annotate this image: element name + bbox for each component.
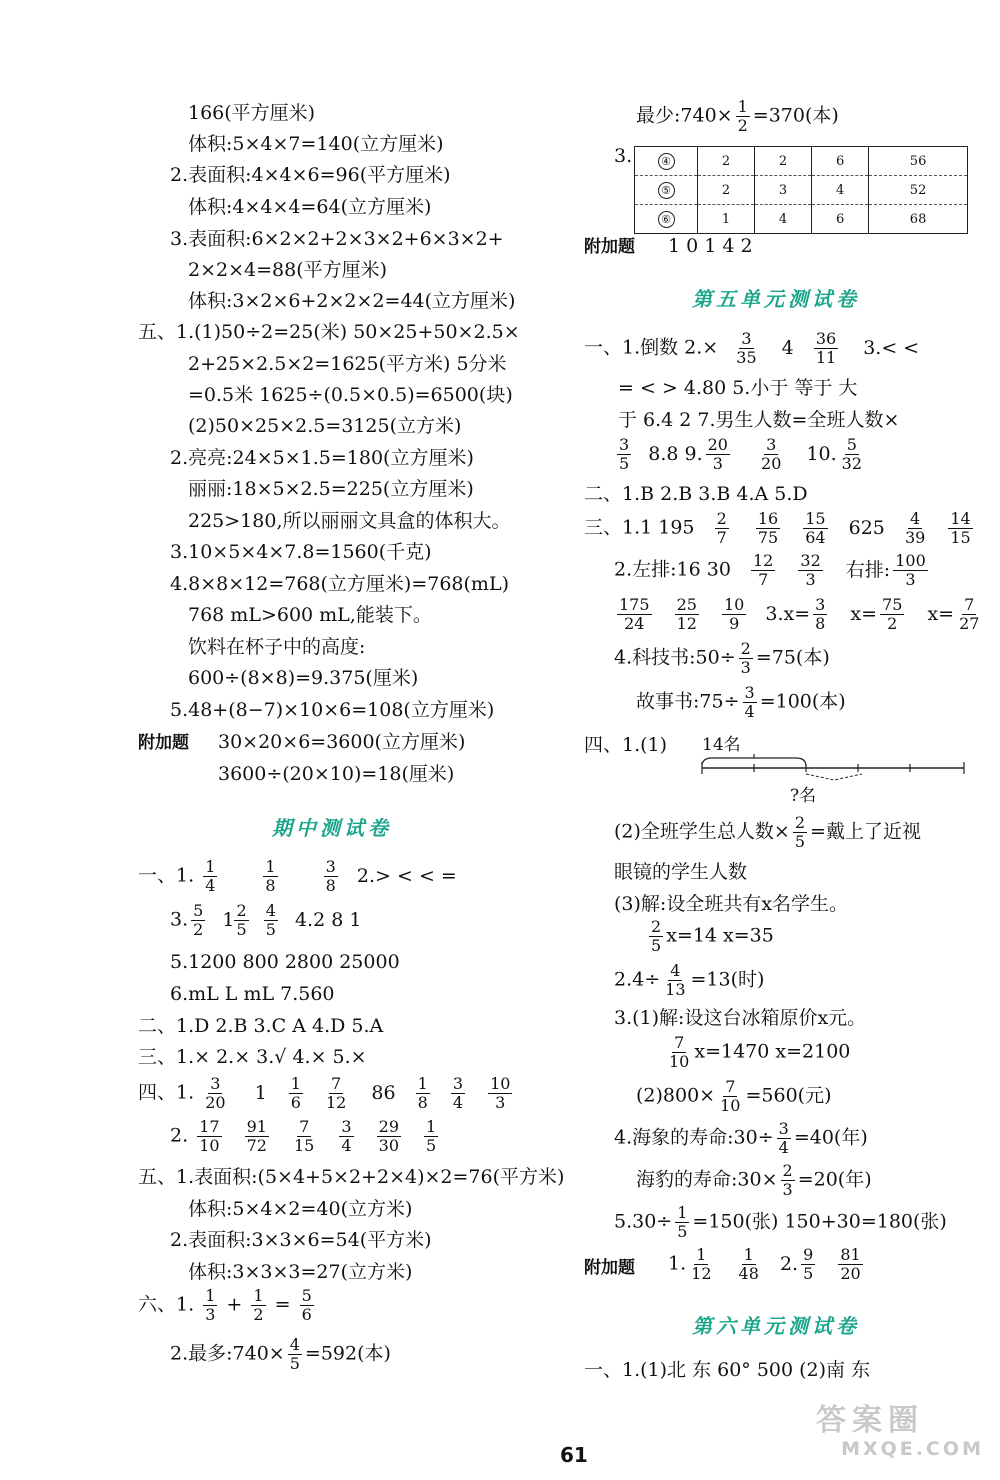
section-title-midterm: 期中测试卷 bbox=[272, 816, 392, 840]
text-line: 六、1. $\frac{1}{3}$ + $\frac{1}{2}$ = $\frac{5}{6}$ bbox=[138, 1286, 312, 1324]
text-line: $\frac{3}{5}$ 8.8 9. $\frac{20}{3}$ $\frac{3}{20}$ 10. $\frac{5}{32}$ bbox=[619, 435, 863, 473]
table-row: ④ 2 2 6 56 bbox=[635, 147, 968, 176]
text-line: 二、1.B 2.B 3.B 4.A 5.D bbox=[584, 483, 808, 505]
fraction: $\frac{2}{3}$ bbox=[782, 1161, 793, 1199]
text-line: 3. $\frac{5}{2}$ 1 $\frac{2}{5}$ $\frac{4}{5}$ 4.2 8 1 bbox=[170, 901, 362, 939]
text-line: 2. $\frac{17}{10}$ $\frac{91}{72}$ $\frac{7}{15}$ $\frac{3}{4}$ $\frac{29}{30}$ $\frac{1}{5}$ bbox=[170, 1117, 437, 1155]
fraction: $\frac{7}{15}$ bbox=[294, 1117, 315, 1155]
text-line: 三、1.1 195 $\frac{2}{7}$ $\frac{16}{75}$ $\frac{15}{64}$ 625 $\frac{4}{39}$ $\frac{14}{15}$ bbox=[584, 509, 971, 547]
extra-question-label: 附加题 bbox=[584, 237, 635, 257]
fraction: $\frac{9}{5}$ bbox=[803, 1245, 814, 1283]
fraction: $\frac{29}{30}$ bbox=[378, 1117, 399, 1155]
fraction: $\frac{3}{4}$ bbox=[341, 1117, 352, 1155]
extra-question-label: 附加题 bbox=[138, 733, 189, 753]
fraction: $\frac{1}{5}$ bbox=[426, 1117, 437, 1155]
fraction: $\frac{16}{75}$ bbox=[757, 509, 779, 547]
text-line: 故事书:75÷ $\frac{3}{4}$ =100(本) bbox=[636, 683, 846, 721]
text-line: 5.48+(8−7)×10×6=108(立方厘米) bbox=[170, 699, 495, 721]
text-line: 2.左排:16 30 $\frac{12}{7}$ $\frac{32}{3}$ 右排: $\frac{100}{3}$ bbox=[614, 551, 926, 589]
fraction: $\frac{25}{12}$ bbox=[676, 595, 697, 633]
text-line: 4.科技书:50÷ $\frac{2}{3}$ =75(本) bbox=[614, 639, 830, 677]
row-label: ⑤ bbox=[658, 182, 675, 199]
text-line: 一、1.倒数 2.× $\frac{3}{35}$ 4 $\frac{36}{11}$ 3.< < bbox=[584, 329, 920, 367]
watermark-logo: 答案圈 MXQE.COM bbox=[816, 1403, 984, 1460]
fraction: $\frac{7}{10}$ bbox=[669, 1033, 690, 1071]
fraction: $\frac{3}{8}$ bbox=[325, 857, 336, 895]
fraction: $\frac{3}{35}$ bbox=[736, 329, 757, 367]
fraction: $\frac{100}{3}$ bbox=[895, 551, 926, 589]
text-line: 3600÷(20×10)=18(厘米) bbox=[218, 763, 455, 785]
fraction: $\frac{1}{2}$ bbox=[253, 1286, 264, 1324]
section-title-unit6: 第六单元测试卷 bbox=[692, 1314, 860, 1338]
fraction: $\frac{4}{39}$ bbox=[904, 509, 926, 547]
text-line: 2+25×2.5×2=1625(平方米) 5分米 bbox=[188, 353, 507, 375]
fraction: $\frac{1}{48}$ bbox=[738, 1245, 759, 1283]
text-line: 2.表面积:4×4×6=96(平方厘米) bbox=[170, 164, 451, 186]
fraction: $\frac{3}{20}$ bbox=[761, 435, 782, 473]
page-number: 61 bbox=[560, 1443, 588, 1467]
fraction: $\frac{1}{4}$ bbox=[205, 857, 216, 895]
fraction: $\frac{1}{8}$ bbox=[417, 1074, 428, 1112]
text-line: 1. $\frac{1}{12}$ $\frac{1}{48}$ 2. $\frac{9}{5}$ $\frac{81}{20}$ bbox=[668, 1245, 861, 1283]
fraction: $\frac{1}{8}$ bbox=[265, 857, 276, 895]
text-line: 眼镜的学生人数 bbox=[614, 861, 748, 883]
fraction: $\frac{3}{4}$ bbox=[778, 1119, 789, 1157]
text-line: 600÷(8×8)=9.375(厘米) bbox=[188, 667, 419, 689]
fraction: $\frac{5}{32}$ bbox=[841, 435, 863, 473]
fraction: $\frac{91}{72}$ bbox=[246, 1117, 267, 1155]
text-line: 2.4÷ $\frac{4}{13}$ =13(时) bbox=[614, 961, 765, 999]
text-line: 四、1. $\frac{3}{20}$ 1 $\frac{1}{6}$ $\frac{7}{12}$ 86 $\frac{1}{8}$ $\frac{3}{4}$ $\frac{10}{3}$ bbox=[138, 1074, 511, 1112]
fraction: $\frac{2}{5}$ bbox=[651, 917, 662, 955]
row-label: ④ bbox=[658, 153, 675, 170]
fraction: $\frac{10}{9}$ bbox=[724, 595, 745, 633]
fraction: $\frac{4}{5}$ bbox=[289, 1335, 300, 1373]
text-line: 一、1. $\frac{1}{4}$ $\frac{1}{8}$ $\frac{3}{8}$ 2.> < < = bbox=[138, 857, 457, 895]
text-line: 最少:740× $\frac{1}{2}$ =370(本) bbox=[636, 97, 839, 135]
text-line: 2.表面积:3×3×6=54(平方米) bbox=[170, 1229, 432, 1251]
text-line: (2)800× $\frac{7}{10}$ =560(元) bbox=[636, 1077, 832, 1115]
text-line: 体积:3×3×3=27(立方米) bbox=[188, 1261, 413, 1283]
fraction: $\frac{4}{13}$ bbox=[665, 961, 686, 999]
fraction: $\frac{3}{5}$ bbox=[619, 435, 630, 473]
fraction: $\frac{3}{8}$ bbox=[815, 595, 826, 633]
text-line: 4.海象的寿命:30÷ $\frac{3}{4}$ =40(年) bbox=[614, 1119, 868, 1157]
question-number: 3. bbox=[614, 145, 633, 167]
text-line: 三、1.× 2.× 3.√ 4.× 5.× bbox=[138, 1046, 367, 1068]
fraction: $\frac{7}{27}$ bbox=[959, 595, 980, 633]
text-line: 2.最多:740× $\frac{4}{5}$ =592(本) bbox=[170, 1335, 391, 1373]
section-title-unit5: 第五单元测试卷 bbox=[692, 287, 860, 311]
text-line: $\frac{175}{24}$ $\frac{25}{12}$ $\frac{10}{9}$ 3.x= $\frac{3}{8}$ x= $\frac{75}{2}$ x= $\frac{7}{27}$ bbox=[619, 595, 980, 633]
text-line: 2×2×4=88(平方厘米) bbox=[188, 259, 388, 281]
fraction: $\frac{20}{3}$ bbox=[707, 435, 728, 473]
text-line: = < > 4.80 5.小于 等于 大 bbox=[618, 377, 858, 399]
fraction: $\frac{15}{64}$ bbox=[805, 509, 826, 547]
segment-label-top: 14名 bbox=[702, 735, 741, 755]
text-line: 五、1.表面积:(5×4+5×2+2×4)×2=76(平方米) bbox=[138, 1166, 565, 1188]
text-line: 2.亮亮:24×5×1.5=180(立方厘米) bbox=[170, 447, 474, 469]
text-line: 四、1.(1) bbox=[584, 734, 668, 756]
text-line: 1 0 1 4 2 bbox=[668, 235, 753, 257]
text-line: 5.30÷ $\frac{1}{5}$ =150(张) 150+30=180(张) bbox=[614, 1203, 947, 1241]
text-line: (2)50×25×2.5=3125(立方米) bbox=[188, 415, 462, 437]
text-line: 五、1.(1)50÷2=25(米) 50×25+50×2.5× bbox=[138, 321, 520, 343]
answer-table bbox=[634, 146, 968, 234]
fraction: $\frac{2}{3}$ bbox=[740, 639, 751, 677]
fraction: $\frac{5}{6}$ bbox=[301, 1286, 312, 1324]
fraction: $\frac{1}{6}$ bbox=[290, 1074, 301, 1112]
fraction: $\frac{75}{2}$ bbox=[882, 595, 903, 633]
text-line: 166(平方厘米) bbox=[188, 102, 316, 124]
text-line: 体积:5×4×7=140(立方厘米) bbox=[188, 133, 444, 155]
fraction: $\frac{1}{3}$ bbox=[205, 1286, 216, 1324]
text-line: 3.(1)解:设这台冰箱原价x元。 bbox=[614, 1007, 867, 1029]
fraction: $\frac{3}{20}$ bbox=[205, 1074, 226, 1112]
fraction: $\frac{2}{7}$ bbox=[716, 509, 727, 547]
segment-label-bottom: ?名 bbox=[790, 786, 817, 806]
fraction: $\frac{7}{10}$ bbox=[720, 1077, 741, 1115]
text-line: 体积:5×4×2=40(立方米) bbox=[188, 1198, 413, 1220]
fraction: $\frac{4}{5}$ bbox=[265, 901, 276, 939]
text-line: 二、1.D 2.B 3.C A 4.D 5.A bbox=[138, 1015, 384, 1037]
text-line: 3.10×5×4×7.8=1560(千克) bbox=[170, 541, 432, 563]
fraction: $\frac{1}{2}$ bbox=[737, 97, 748, 135]
fraction: $\frac{36}{11}$ bbox=[815, 329, 837, 367]
fraction: $\frac{1}{5}$ bbox=[677, 1203, 688, 1241]
fraction: $\frac{7}{12}$ bbox=[325, 1074, 347, 1112]
text-line: (3)解:设全班共有x名学生。 bbox=[614, 893, 849, 915]
fraction: $\frac{81}{20}$ bbox=[840, 1245, 861, 1283]
text-line: 一、1.(1)北 东 60° 500 (2)南 东 bbox=[584, 1359, 871, 1381]
table-row: ⑤ 2 3 4 52 bbox=[635, 176, 968, 205]
text-line: 丽丽:18×5×2.5=225(立方厘米) bbox=[188, 478, 474, 500]
text-line: $\frac{7}{10}$ x=1470 x=2100 bbox=[669, 1033, 851, 1071]
text-line: 4.8×8×12=768(立方厘米)=768(mL) bbox=[170, 573, 509, 595]
fraction: $\frac{14}{15}$ bbox=[950, 509, 971, 547]
fraction: $\frac{5}{2}$ bbox=[193, 901, 204, 939]
text-line: 体积:4×4×4=64(立方厘米) bbox=[188, 196, 432, 218]
text-line: 768 mL>600 mL,能装下。 bbox=[188, 604, 432, 626]
table-row: ⑥ 1 4 6 68 bbox=[635, 205, 968, 234]
fraction: $\frac{3}{4}$ bbox=[744, 683, 755, 721]
text-line: 5.1200 800 2800 25000 bbox=[170, 951, 400, 973]
text-line: 于 6.4 2 7.男生人数=全班人数× bbox=[618, 409, 900, 431]
line-segment-diagram bbox=[700, 754, 968, 784]
text-line: 3.表面积:6×2×2+2×3×2+6×3×2+ bbox=[170, 228, 504, 250]
fraction: $\frac{175}{24}$ bbox=[619, 595, 650, 633]
fraction: $\frac{32}{3}$ bbox=[800, 551, 821, 589]
text-line: 6.mL L mL 7.560 bbox=[170, 983, 335, 1005]
text-line: 30×20×6=3600(立方厘米) bbox=[218, 731, 466, 753]
fraction: $\frac{3}{4}$ bbox=[452, 1074, 464, 1112]
text-line: $\frac{2}{5}$ x=14 x=35 bbox=[651, 917, 774, 955]
fraction: $\frac{10}{3}$ bbox=[490, 1074, 511, 1112]
extra-question-label: 附加题 bbox=[584, 1258, 635, 1278]
fraction: $\frac{2}{5}$ bbox=[794, 813, 806, 851]
fraction: $\frac{17}{10}$ bbox=[199, 1117, 220, 1155]
text-line: 饮料在杯子中的高度: bbox=[188, 636, 366, 658]
fraction: $\frac{1}{12}$ bbox=[691, 1245, 712, 1283]
row-label: ⑥ bbox=[658, 211, 675, 228]
fraction: $\frac{12}{7}$ bbox=[752, 551, 774, 589]
text-line: =0.5米 1625÷(0.5×0.5)=6500(块) bbox=[188, 384, 513, 406]
text-line: (2)全班学生总人数× $\frac{2}{5}$ =戴上了近视 bbox=[614, 813, 921, 851]
text-line: 225>180,所以丽丽文具盒的体积大。 bbox=[188, 510, 511, 532]
text-line: 体积:3×2×6+2×2×2=44(立方厘米) bbox=[188, 290, 516, 312]
text-line: 海豹的寿命:30× $\frac{2}{3}$ =20(年) bbox=[636, 1161, 872, 1199]
fraction: $\frac{2}{5}$ bbox=[236, 901, 247, 939]
